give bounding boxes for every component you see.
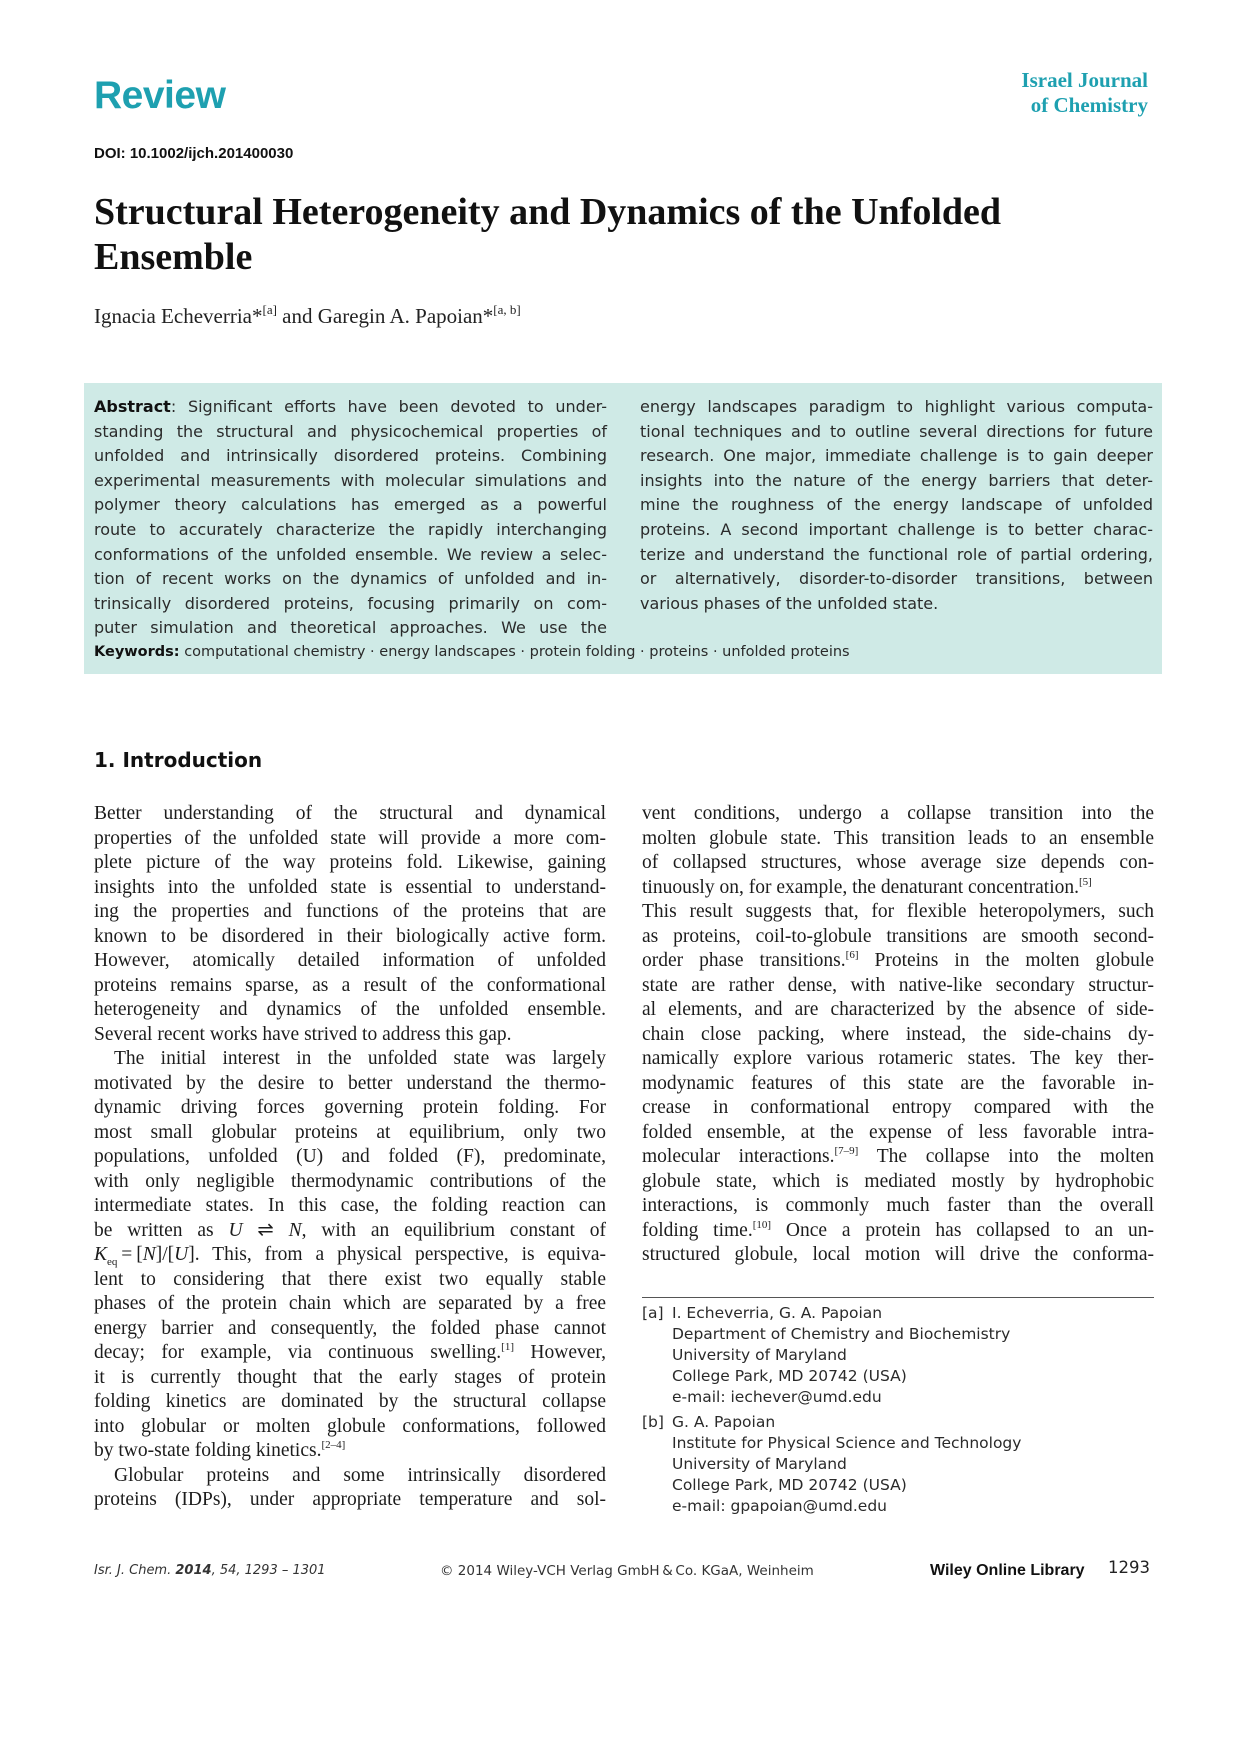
abstract-line: various phases of the unfolded state. xyxy=(640,593,939,613)
author-1-affiliation: [a] xyxy=(262,302,277,317)
keywords xyxy=(94,644,850,660)
doi: DOI: 10.1002/ijch.201400030 xyxy=(94,145,294,162)
article-title: Structural Heterogeneity and Dynamics of the Unfolded Ensemble xyxy=(94,191,1002,278)
affiliation-line: Department of Chemistry and Biochemistry xyxy=(672,1325,1011,1343)
text-line: dynamic driving forces governing protein folding. For xyxy=(94,1097,606,1118)
affiliation-email[interactable]: e-mail: iechever@umd.edu xyxy=(672,1388,882,1406)
keywords-list: computational chemistry · energy landscapes · protein folding · proteins · unfolded proteins xyxy=(179,644,850,660)
text-line: However, atomically detailed information of unfolded xyxy=(94,950,606,971)
abstract-line: mine the roughness of the energy landscape of unfolded xyxy=(640,495,1153,515)
affiliation-email[interactable]: e-mail: gpapoian@umd.edu xyxy=(672,1497,888,1515)
body-left-column xyxy=(94,802,606,1513)
text-line: decay; for example, via continuous swelling.[1] However, xyxy=(94,1341,606,1363)
author-2: Garegin A. Papoian* xyxy=(317,304,494,328)
citation-ref: [1] xyxy=(501,1341,514,1353)
section-label: Review xyxy=(94,74,226,117)
text-line: into globular or molten globule conformations, followed xyxy=(94,1415,606,1437)
affiliation-note xyxy=(642,1303,1154,1408)
text-line: order phase transitions.[6] Proteins in the molten globule xyxy=(642,949,1154,971)
text-line: Several recent works have strived to address this gap. xyxy=(94,1023,512,1045)
footer-copyright: © 2014 Wiley-VCH Verlag GmbH & Co. KGaA, Weinheim xyxy=(440,1563,814,1579)
journal-name xyxy=(948,68,1148,118)
text-line: folded ensemble, at the expense of less favorable intra- xyxy=(642,1121,1154,1143)
text-line: heterogeneity and dynamics of the unfolded ensemble. xyxy=(94,999,606,1020)
abstract-line: tional techniques and to outline several directions for future xyxy=(640,421,1153,441)
text-line: known to be disordered in their biologically active form. xyxy=(94,925,606,947)
abstract-line: experimental measurements with molecular simulations and xyxy=(94,470,607,490)
body-right-column xyxy=(642,802,1154,1268)
abstract-line: polymer theory calculations has emerged as a powerful xyxy=(94,495,607,515)
text-line: vent conditions, undergo a collapse transition into the xyxy=(642,803,1154,824)
text-line: Globular proteins and some intrinsically disordered xyxy=(114,1464,606,1486)
text-line: proteins (IDPs), under appropriate temperature and sol- xyxy=(94,1489,606,1510)
abstract-line: terize and understand the functional role of partial ordering, xyxy=(640,544,1153,564)
section-heading: 1. Introduction xyxy=(94,748,263,772)
keywords-label: Keywords: xyxy=(94,644,180,660)
journal-name-line-1: Israel Journal xyxy=(1021,68,1148,92)
abstract-line: trinsically disordered proteins, focusing primarily on com- xyxy=(94,593,607,613)
affiliation-line: University of Maryland xyxy=(672,1346,847,1364)
text-line: intermediate states. In this case, the folding reaction can xyxy=(94,1195,606,1216)
text-line: namically explore various rotameric states. The key ther- xyxy=(642,1048,1154,1069)
text-line: This result suggests that, for flexible heteropolymers, such xyxy=(642,901,1154,922)
affiliation-line: Institute for Physical Science and Technology xyxy=(672,1434,1022,1452)
citation-ref: [7–9] xyxy=(834,1145,859,1157)
abstract-line: Abstract: Significant efforts have been devoted to under- xyxy=(94,397,607,416)
affiliation-note xyxy=(642,1412,1154,1517)
text-line: molten globule state. This transition leads to an ensemble xyxy=(642,827,1154,849)
citation-ref: [6] xyxy=(845,949,859,961)
equation-variable: N xyxy=(288,1219,302,1241)
abstract-line: proteins. A second important challenge is to better charac- xyxy=(640,519,1153,539)
footer-library-link[interactable]: Wiley Online Library xyxy=(930,1562,1085,1579)
author-1: Ignacia Echeverria* xyxy=(94,304,263,328)
text-line: $K_{eq} = [N]/[U]$. This, from a physical perspective, is equiva- xyxy=(94,1244,606,1268)
citation-ref: [5] xyxy=(1079,875,1092,888)
equation-subscript: eq xyxy=(107,1255,118,1268)
affiliation-line: University of Maryland xyxy=(672,1455,847,1473)
text-line: phases of the protein chain which are separated by a free xyxy=(94,1293,606,1314)
text-line: by two-state folding kinetics.[2–4] xyxy=(94,1439,346,1461)
page-number: 1293 xyxy=(1108,1558,1150,1577)
abstract-left-column xyxy=(94,395,607,641)
affiliation-divider xyxy=(642,1297,1154,1298)
text-line: it is currently thought that the early stages of protein xyxy=(94,1366,606,1388)
text-line: plete picture of the way proteins fold. Likewise, gaining xyxy=(94,852,606,873)
text-line: state are rather dense, with native-like secondary structur- xyxy=(642,974,1154,996)
affiliation-line: College Park, MD 20742 (USA) xyxy=(672,1367,907,1385)
abstract-line: route to accurately characterize the rapidly interchanging xyxy=(94,519,607,539)
text-line: ing the properties and functions of the proteins that are xyxy=(94,901,606,922)
author-joiner: and xyxy=(276,304,318,328)
text-line: Better understanding of the structural and dynamical xyxy=(94,803,606,824)
abstract-line: puter simulation and theoretical approaches. We use the xyxy=(94,618,607,638)
text-line: lent to considering that there exist two equally stable xyxy=(94,1268,606,1290)
text-line: motivated by the desire to better understand the thermo- xyxy=(94,1072,606,1094)
text-line: globule state, which is mediated mostly by hydrophobic xyxy=(642,1170,1154,1192)
text-line: be written as U ⇌ N, with an equilibrium constant of xyxy=(94,1219,606,1241)
text-line: structured globule, local motion will drive the conforma- xyxy=(642,1244,1154,1265)
text-line: molecular interactions.[7–9] The collapse into the molten xyxy=(642,1145,1155,1167)
text-line: modynamic features of this state are the favorable in- xyxy=(642,1072,1154,1094)
text-line: insights into the unfolded state is essential to understand- xyxy=(94,876,606,898)
author-2-affiliation: [a, b] xyxy=(493,302,521,317)
abstract-line: standing the structural and physicochemical properties of xyxy=(94,421,607,441)
affiliation-line: I. Echeverria, G. A. Papoian xyxy=(672,1304,883,1322)
abstract-label: Abstract xyxy=(94,397,171,416)
footer-citation-year: 2014 xyxy=(175,1563,212,1578)
citation-ref: [10] xyxy=(752,1218,772,1231)
abstract-line: insights into the nature of the energy barriers that deter- xyxy=(640,470,1153,490)
equation-variable: U xyxy=(228,1219,243,1241)
text-line: chain close packing, where instead, the side-chains dy- xyxy=(642,1023,1154,1045)
text-line: energy barrier and consequently, the folded phase cannot xyxy=(94,1317,606,1339)
affiliation-line: College Park, MD 20742 (USA) xyxy=(672,1476,907,1494)
abstract-line: research. One major, immediate challenge is to gain deeper xyxy=(640,446,1153,466)
abstract-line: conformations of the unfolded ensemble. We review a selec- xyxy=(94,544,607,564)
text-line: interactions, is commonly much faster than the overall xyxy=(642,1195,1154,1216)
abstract-line: unfolded and intrinsically disordered proteins. Combining xyxy=(94,446,607,466)
author-list xyxy=(94,302,521,329)
footer-citation: Isr. J. Chem. 2014, 54, 1293 – 1301 xyxy=(94,1563,326,1578)
citation-ref: [2–4] xyxy=(321,1439,346,1451)
text-line: proteins remains sparse, as a result of the conformational xyxy=(94,974,606,996)
abstract-line: tion of recent works on the dynamics of unfolded and in- xyxy=(94,569,607,589)
abstract-line: or alternatively, disorder-to-disorder transitions, between xyxy=(640,569,1153,589)
text-line: of collapsed structures, whose average size depends con- xyxy=(642,852,1154,873)
text-line: al elements, and are characterized by the absence of side- xyxy=(642,999,1154,1020)
affiliation-line: G. A. Papoian xyxy=(672,1413,776,1431)
text-line: tinuously on, for example, the denaturant concentration.[5] xyxy=(642,875,1092,898)
equilibrium-arrow: ⇌ xyxy=(242,1219,289,1241)
equation-variable: K xyxy=(94,1244,108,1265)
text-line: as proteins, coil-to-globule transitions are smooth second- xyxy=(642,925,1154,947)
text-line: The initial interest in the unfolded state was largely xyxy=(114,1048,606,1069)
text-line: properties of the unfolded state will provide a more com- xyxy=(94,827,606,849)
journal-name-line-2: of Chemistry xyxy=(1030,93,1148,117)
text-line: folding time.[10] Once a protein has collapsed to an un- xyxy=(642,1218,1154,1241)
affiliation-tag: [a] xyxy=(642,1304,664,1322)
abstract-right-column xyxy=(640,395,1153,616)
abstract-box xyxy=(84,383,1162,674)
text-line: populations, unfolded (U) and folded (F), predominate, xyxy=(94,1146,606,1167)
text-line: crease in conformational entropy compared with the xyxy=(642,1097,1154,1118)
affiliation-tag: [b] xyxy=(642,1413,664,1431)
text-line: folding kinetics are dominated by the structural collapse xyxy=(94,1391,606,1412)
abstract-line: energy landscapes paradigm to highlight various computa- xyxy=(640,397,1153,416)
text-line: most small globular proteins at equilibrium, only two xyxy=(94,1121,606,1143)
text-line: with only negligible thermodynamic contributions of the xyxy=(94,1170,606,1192)
